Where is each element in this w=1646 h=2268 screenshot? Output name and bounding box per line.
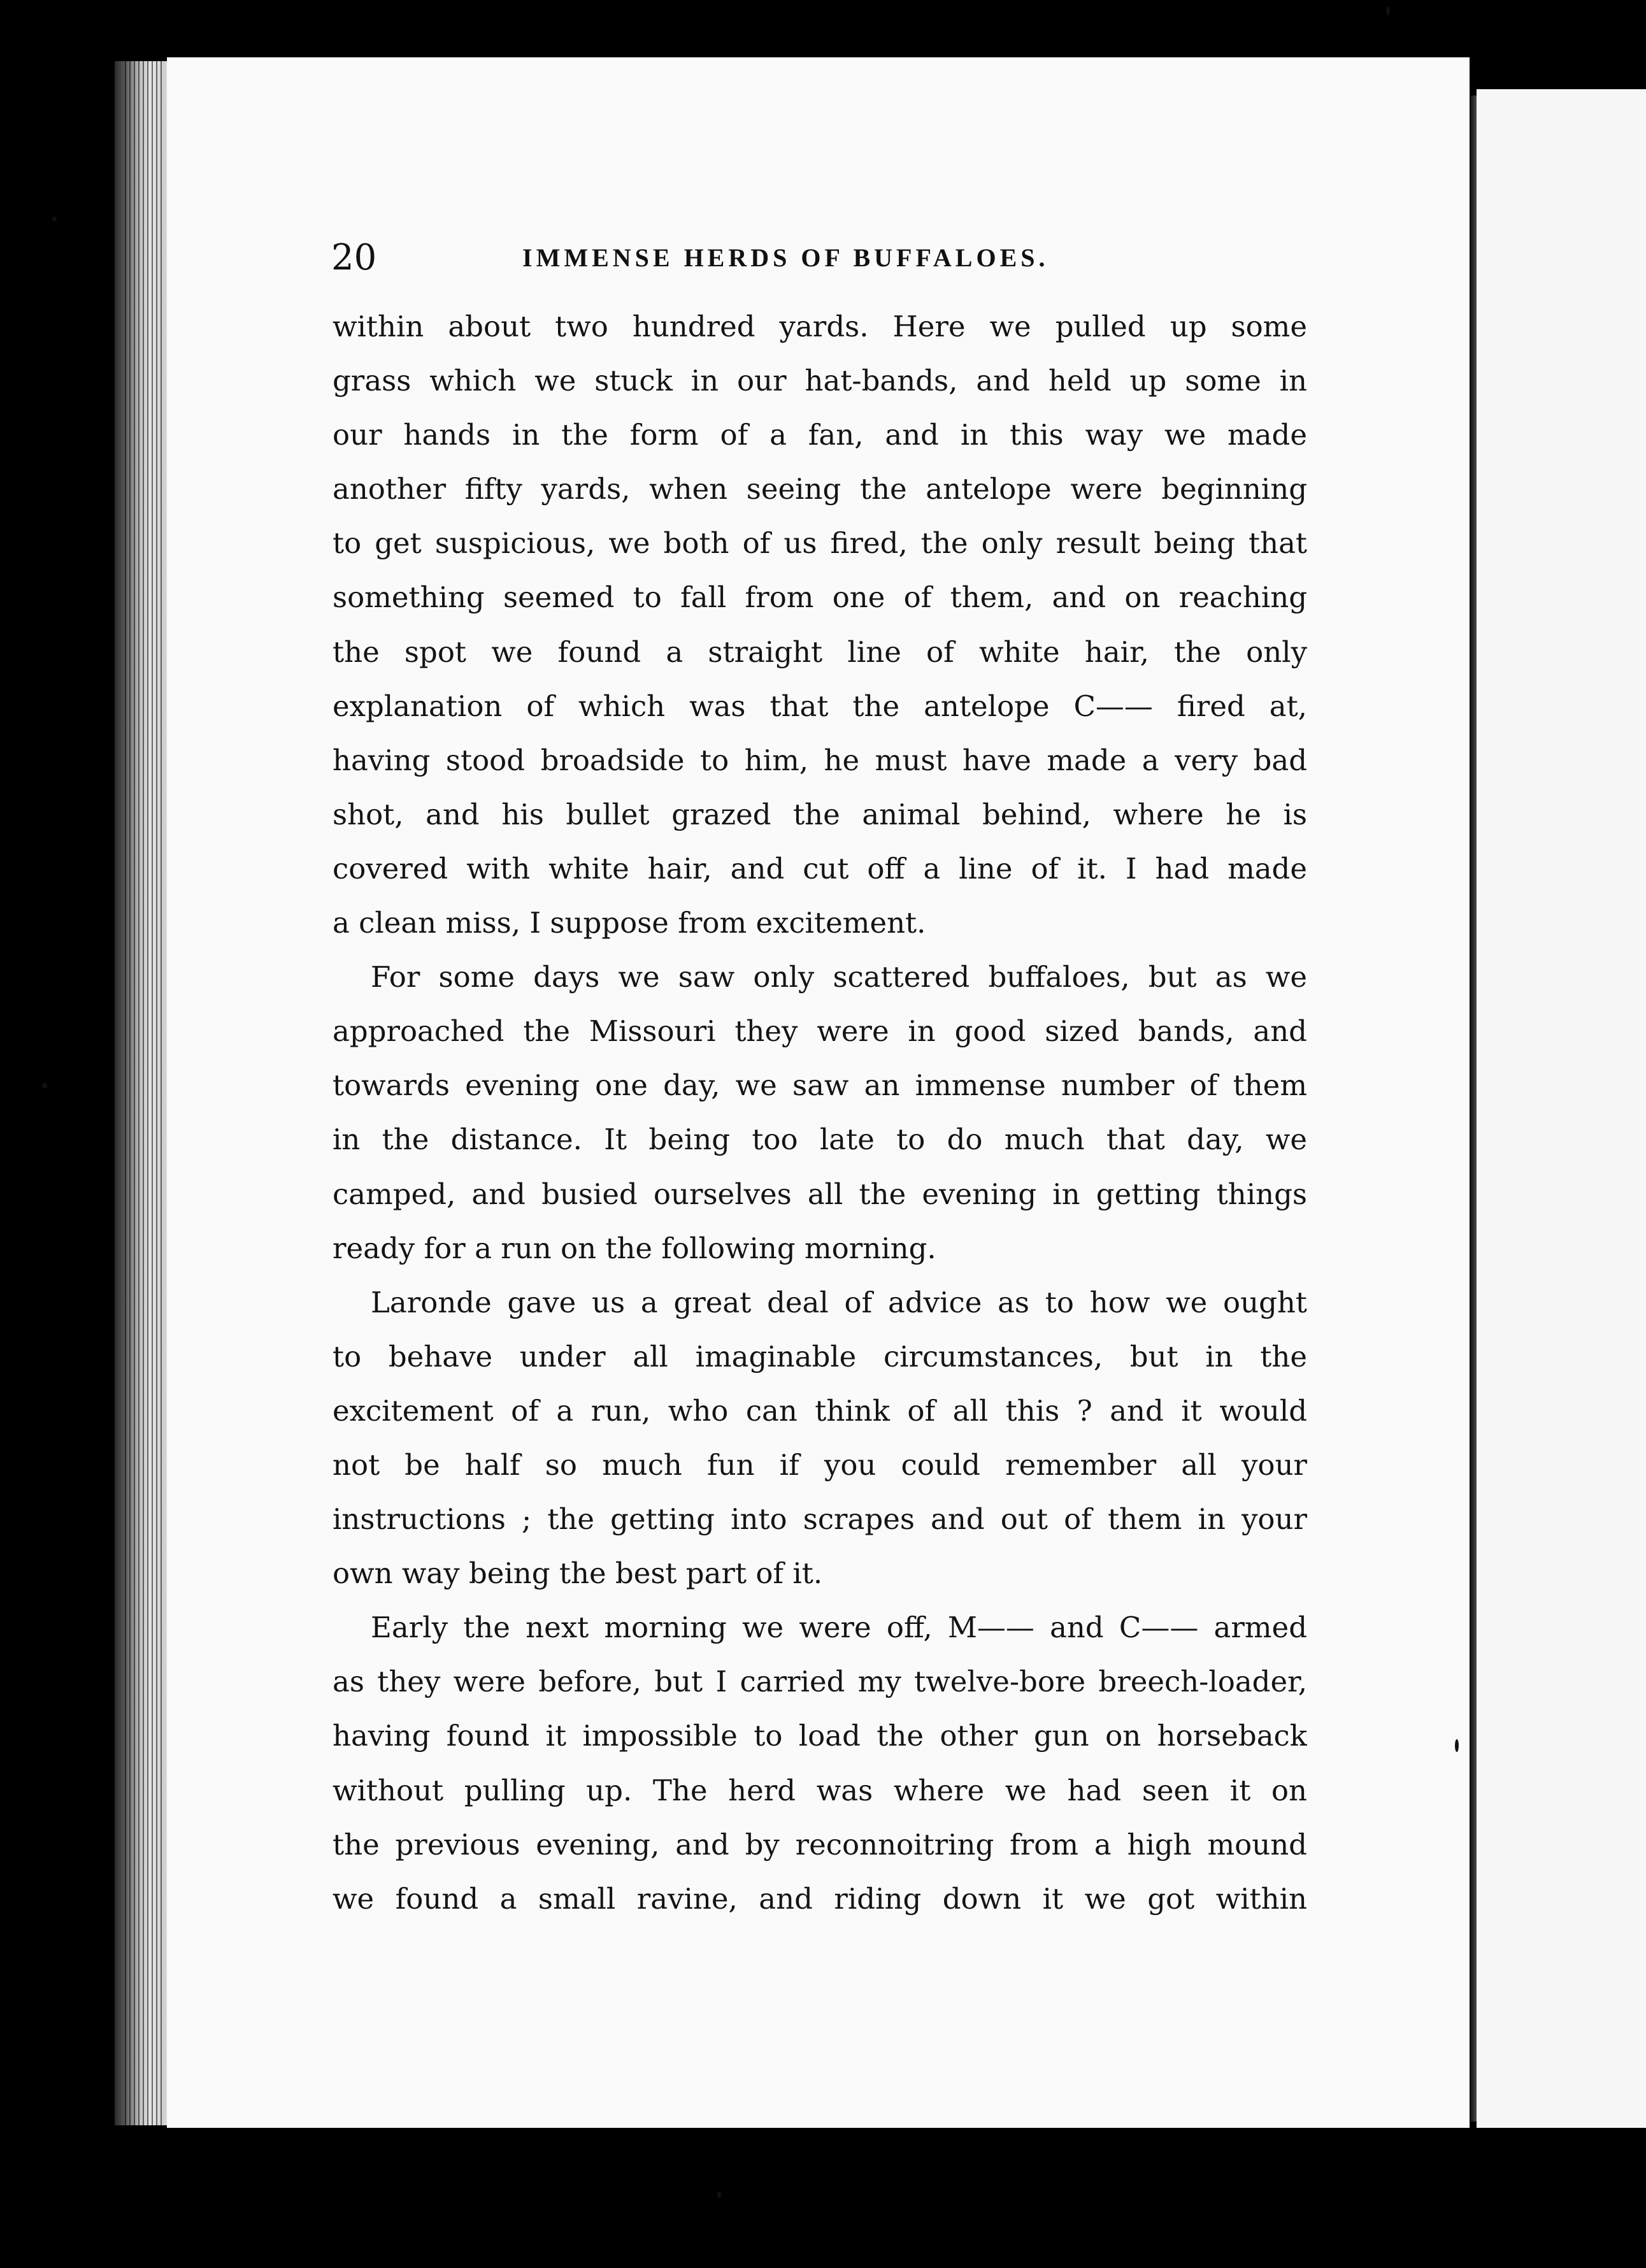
scan-speck — [1386, 6, 1390, 15]
binding-edge-lines — [125, 61, 163, 2125]
running-head-title: IMMENSE HERDS OF BUFFALOES. — [522, 243, 1049, 272]
running-head — [331, 229, 1312, 287]
text-line: grass which we stuck in our hat-bands, and held up some in — [333, 364, 1307, 398]
text-line: to get suspicious, we both of us fired, the only result being that — [333, 526, 1307, 561]
text-line: For some days we saw only scattered buffaloes, but as we — [371, 960, 1307, 994]
text-line: excitement of a run, who can think of all this ? and it would — [333, 1393, 1307, 1428]
text-line: the previous evening, and by reconnoitring from a high mound — [333, 1827, 1307, 1862]
text-line: covered with white hair, and cut off a line of it. I had made — [333, 851, 1307, 886]
text-line: having stood broadside to him, he must have made a very bad — [333, 743, 1307, 777]
text-line: within about two hundred yards. Here we pulled up some — [333, 310, 1307, 343]
scan-speck — [42, 1083, 47, 1088]
text-line: in the distance. It being too late to do much that day, we — [333, 1123, 1307, 1157]
paragraph — [333, 950, 1307, 1275]
text-line: having found it impossible to load the other gun on horseback — [333, 1719, 1307, 1753]
text-line: ready for a run on the following morning. — [333, 1231, 936, 1265]
scan-speck — [52, 217, 57, 221]
text-line: own way being the best part of it. — [333, 1556, 823, 1591]
scan-speck — [717, 2192, 721, 2198]
text-line: approached the Missouri they were in good sized bands, and — [333, 1014, 1307, 1049]
text-line: not be half so much fun if you could remember all your — [333, 1447, 1307, 1482]
scan-speck — [1455, 1739, 1459, 1752]
text-line: as they were before, but I carried my twelve-bore breech-loader, — [333, 1665, 1307, 1699]
next-page — [1477, 89, 1646, 2128]
paragraph — [333, 1600, 1307, 1926]
text-line: explanation of which was that the antelope C—— fired at, — [333, 689, 1307, 723]
text-line: without pulling up. The herd was where we had seen it on — [333, 1773, 1307, 1807]
paragraph — [333, 299, 1307, 950]
paragraph — [333, 1275, 1307, 1601]
text-line: instructions ; the getting into scrapes and out of them in your — [333, 1502, 1307, 1537]
body-text — [333, 299, 1307, 1926]
text-line: towards evening one day, we saw an immense number of them — [333, 1068, 1307, 1103]
text-line: something seemed to fall from one of them, and on reaching — [333, 580, 1307, 615]
text-line: Early the next morning we were off, M—— and C—— armed — [371, 1611, 1307, 1645]
text-line: the spot we found a straight line of white hair, the only — [333, 635, 1307, 669]
text-line: another fifty yards, when seeing the antelope were beginning — [333, 472, 1307, 506]
text-line: a clean miss, I suppose from excitement. — [333, 906, 926, 940]
text-line: camped, and busied ourselves all the evening in getting things — [333, 1177, 1307, 1211]
text-line: our hands in the form of a fan, and in this way we made — [333, 418, 1307, 452]
text-line: we found a small ravine, and riding down it we got within — [333, 1881, 1307, 1916]
text-line: Laronde gave us a great deal of advice as to how we ought — [371, 1285, 1307, 1319]
text-line: shot, and his bullet grazed the animal behind, where he is — [333, 797, 1307, 831]
page-number: 20 — [331, 237, 377, 278]
text-line: to behave under all imaginable circumstances, but in the — [333, 1339, 1307, 1374]
